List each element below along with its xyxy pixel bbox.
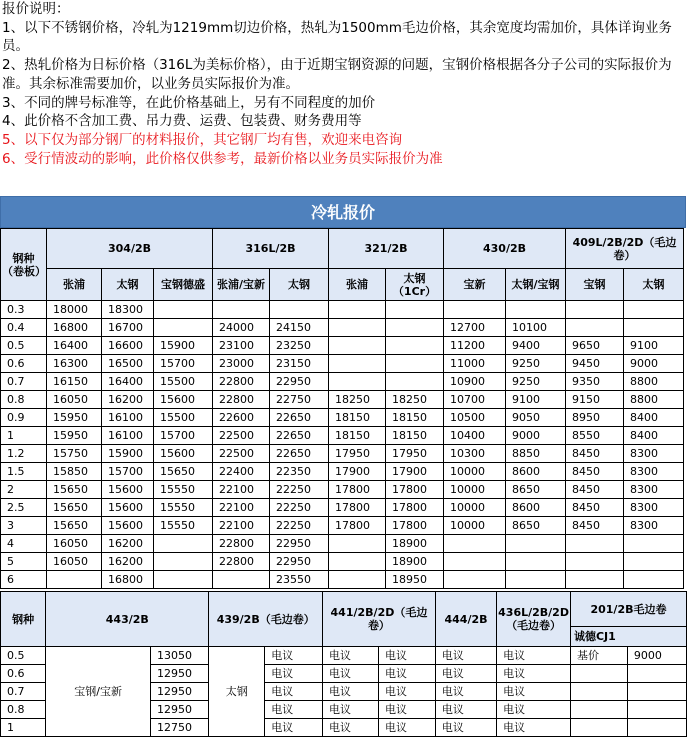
price-cell: 23550 [270,571,329,589]
sub-header: 太钢 [624,269,684,301]
table-row [1,445,684,463]
price-cell: 15550 [154,499,213,517]
price-cell: 11200 [444,337,506,355]
price-cell [566,319,624,337]
thickness-cell: 0.8 [1,701,46,719]
price-cell: 18000 [47,301,102,319]
price-cell: 8650 [506,517,566,535]
price-cell: 10500 [444,409,506,427]
price-cell [329,571,386,589]
price-cell: 12950 [150,701,208,719]
price-cell: 22800 [213,373,270,391]
price-cell [329,337,386,355]
thickness-cell: 0.9 [1,409,47,427]
price-cell: 17800 [329,517,386,535]
price-cell [566,553,624,571]
price-cell: 16100 [102,409,154,427]
price-cell: 15650 [47,517,102,535]
price-cell: 16300 [47,355,102,373]
empty-cell [570,701,627,719]
table-row [1,427,684,445]
call-cell: 电议 [435,665,496,683]
price-cell: 16800 [102,571,154,589]
price-cell: 15650 [47,481,102,499]
price-cell: 16500 [102,355,154,373]
price-cell: 8450 [566,499,624,517]
thickness-cell: 1.5 [1,463,47,481]
price-cell: 11000 [444,355,506,373]
sub-header: 太钢 [270,269,329,301]
thickness-cell: 0.8 [1,391,47,409]
empty-cell [570,683,627,701]
call-cell: 电议 [265,701,323,719]
price-cell [329,553,386,571]
cold-rolled-table [0,228,684,589]
price-cell: 15700 [154,355,213,373]
call-cell: 电议 [497,701,571,719]
header-443: 443/2B [46,592,209,647]
call-cell: 电议 [265,665,323,683]
call-cell: 电议 [265,719,323,737]
thickness-cell: 6 [1,571,47,589]
price-cell: 22250 [270,517,329,535]
price-cell [566,571,624,589]
price-cell: 12700 [444,319,506,337]
price-cell: 17800 [386,481,444,499]
table-row [1,481,684,499]
table-row [1,571,684,589]
call-cell: 电议 [497,647,571,665]
price-cell: 10000 [444,481,506,499]
call-cell: 电议 [378,683,435,701]
price-cell: 10000 [444,499,506,517]
price-cell: 9000 [624,355,684,373]
price-cell [624,571,684,589]
price-cell: 22500 [213,427,270,445]
price-cell: 16050 [47,391,102,409]
thickness-cell: 0.7 [1,683,46,701]
price-cell: 15550 [154,481,213,499]
group-316l: 316L/2B [213,229,329,269]
group-409l: 409L/2B/2D（毛边卷） [566,229,684,269]
price-cell: 10700 [444,391,506,409]
note-line-red: 5、以下仅为部分钢厂的材料报价，其它钢厂均有售，欢迎来电咨询 [2,131,403,148]
price-cell: 17800 [329,499,386,517]
price-cell: 22500 [213,445,270,463]
price-cell: 8300 [624,481,684,499]
price-cell [213,571,270,589]
sub-header-201: 诚德CJ1 [570,627,686,647]
price-cell [154,535,213,553]
call-cell: 电议 [323,665,379,683]
price-cell: 15600 [102,517,154,535]
price-cell [506,301,566,319]
price-cell: 8300 [624,445,684,463]
price-cell: 17800 [329,481,386,499]
price-cell [566,301,624,319]
sub-header: 张浦 [329,269,386,301]
price-cell [444,535,506,553]
call-cell: 电议 [323,719,379,737]
call-cell: 电议 [435,719,496,737]
cold-rolled-banner: 冷轧报价 [0,196,686,228]
sub-header: 太钢/宝钢 [506,269,566,301]
call-cell: 电议 [497,719,571,737]
price-cell: 22750 [270,391,329,409]
thickness-cell: 0.6 [1,355,47,373]
price-cell: 18150 [386,409,444,427]
price-cell: 22250 [270,499,329,517]
price-cell: 15550 [154,517,213,535]
price-cell: 15650 [154,463,213,481]
thickness-cell: 1.2 [1,445,47,463]
price-cell: 23250 [270,337,329,355]
price-cell [386,355,444,373]
group-321: 321/2B [329,229,444,269]
thickness-cell: 5 [1,553,47,571]
price-cell: 16800 [47,319,102,337]
sub-header: 宝钢 [566,269,624,301]
price-cell: 18150 [329,427,386,445]
call-cell: 电议 [378,719,435,737]
table-row [1,373,684,391]
price-cell: 8600 [506,463,566,481]
price-cell [154,553,213,571]
price-cell: 22100 [213,481,270,499]
price-cell: 15600 [154,445,213,463]
price-cell: 16050 [47,553,102,571]
price-cell: 18250 [329,391,386,409]
price-cell: 22250 [270,481,329,499]
price-cell: 22100 [213,517,270,535]
price-cell [624,319,684,337]
header-436l: 436L/2B/2D（毛边卷） [497,592,571,647]
price-cell [386,373,444,391]
price-cell: 8400 [624,409,684,427]
price-cell: 9050 [506,409,566,427]
mill-cell: 太钢 [209,647,265,737]
price-cell: 23000 [213,355,270,373]
note-line: 3、不同的牌号标准等，在此价格基础上，另有不同程度的加价 [2,94,376,111]
price-cell: 8950 [566,409,624,427]
table-row [1,319,684,337]
price-cell: 8450 [566,463,624,481]
price-cell: 9150 [566,391,624,409]
price-cell [154,301,213,319]
price-cell [329,301,386,319]
price-cell: 16050 [47,535,102,553]
sub-header: 太钢（1Cr） [386,269,444,301]
base-label: 基价 [570,647,627,665]
note-line: 4、此价格不含加工费、吊力费、运费、包装费、财务费用等 [2,113,362,130]
price-cell: 16200 [102,391,154,409]
thickness-cell: 0.7 [1,373,47,391]
price-cell: 18150 [386,427,444,445]
price-cell: 22650 [270,409,329,427]
price-cell: 22650 [270,445,329,463]
price-cell: 22400 [213,463,270,481]
price-cell: 22100 [213,499,270,517]
empty-cell [627,701,686,719]
thickness-cell: 3 [1,517,47,535]
table-row [1,499,684,517]
price-cell: 16150 [47,373,102,391]
header-444: 444/2B [435,592,496,647]
price-cell: 23150 [270,355,329,373]
table-row [1,301,684,319]
empty-cell [570,665,627,683]
empty-cell [627,665,686,683]
price-cell: 8300 [624,517,684,535]
note-line: 1、以下不锈钢价格，冷轧为1219mm切边价格，热轧为1500mm毛边价格，其余宽度均需加价，具体详询业务员。 [2,19,672,55]
price-cell: 8600 [506,499,566,517]
table-row [1,517,684,535]
price-cell [213,301,270,319]
price-cell: 10300 [444,445,506,463]
price-cell [329,373,386,391]
price-cell: 15750 [47,445,102,463]
price-cell: 8800 [624,391,684,409]
price-cell [506,553,566,571]
price-cell: 10100 [506,319,566,337]
price-cell: 22950 [270,553,329,571]
price-cell: 17950 [386,445,444,463]
thickness-cell: 0.5 [1,647,46,665]
table-row [1,355,684,373]
price-cell: 16200 [102,553,154,571]
thickness-header: 钢种（卷板） [1,229,47,301]
price-cell [386,337,444,355]
price-cell: 24150 [270,319,329,337]
price-cell [444,301,506,319]
call-cell: 电议 [323,701,379,719]
price-cell: 10900 [444,373,506,391]
price-cell: 12950 [150,665,208,683]
call-cell: 电议 [378,647,435,665]
price-notes [0,0,687,196]
price-cell: 8850 [506,445,566,463]
call-cell: 电议 [378,665,435,683]
sub-header: 太钢 [102,269,154,301]
price-cell: 17900 [386,463,444,481]
price-cell: 18150 [329,409,386,427]
thickness-cell: 0.4 [1,319,47,337]
price-cell [47,571,102,589]
price-cell [270,301,329,319]
price-cell: 15650 [47,499,102,517]
base-value: 9000 [627,647,686,665]
empty-cell [627,719,686,737]
price-cell: 9400 [506,337,566,355]
sub-header: 张浦/宝新 [213,269,270,301]
price-cell [566,535,624,553]
price-cell: 8450 [566,445,624,463]
header-201: 201/2B毛边卷 [570,592,686,627]
price-cell: 15950 [47,427,102,445]
table-row [1,409,684,427]
price-cell: 9000 [506,427,566,445]
empty-cell [570,719,627,737]
price-cell: 13050 [150,647,208,665]
price-cell: 16700 [102,319,154,337]
price-cell [624,535,684,553]
notes-title: 报价说明： [2,1,70,17]
call-cell: 电议 [435,647,496,665]
price-cell: 10000 [444,517,506,535]
price-cell [506,571,566,589]
price-cell: 22800 [213,553,270,571]
price-cell: 22800 [213,391,270,409]
price-cell [444,553,506,571]
price-cell: 9100 [506,391,566,409]
price-cell: 9650 [566,337,624,355]
thickness-cell: 1 [1,719,46,737]
price-cell: 8400 [624,427,684,445]
call-cell: 电议 [497,665,571,683]
price-cell [386,301,444,319]
price-cell: 22950 [270,373,329,391]
table-row [1,535,684,553]
price-cell: 9250 [506,373,566,391]
price-cell: 17900 [329,463,386,481]
table-row [1,463,684,481]
price-cell [624,301,684,319]
price-cell: 8300 [624,499,684,517]
price-cell: 22950 [270,535,329,553]
call-cell: 电议 [378,701,435,719]
price-cell: 8550 [566,427,624,445]
call-cell: 电议 [265,647,323,665]
price-cell [444,571,506,589]
table-row [1,647,687,665]
price-cell: 24000 [213,319,270,337]
price-cell [154,319,213,337]
price-cell: 18900 [386,535,444,553]
thickness-cell: 1 [1,427,47,445]
thickness-cell: 2 [1,481,47,499]
price-cell [329,355,386,373]
price-cell: 18900 [386,553,444,571]
price-cell: 15600 [154,391,213,409]
price-cell: 9350 [566,373,624,391]
call-cell: 电议 [435,683,496,701]
price-cell: 18250 [386,391,444,409]
note-line-red: 6、受行情波动的影响，此价格仅供参考，最新价格以业务员实际报价为准 [2,150,443,167]
call-cell: 电议 [435,701,496,719]
price-cell: 22350 [270,463,329,481]
other-grades-table [0,591,687,737]
price-cell [329,319,386,337]
header-439: 439/2B（毛边卷） [209,592,323,647]
price-cell: 22650 [270,427,329,445]
price-cell: 10400 [444,427,506,445]
price-cell: 9250 [506,355,566,373]
price-cell: 17950 [329,445,386,463]
price-cell: 15500 [154,409,213,427]
thickness-cell: 0.3 [1,301,47,319]
price-cell [624,553,684,571]
thickness-cell: 2.5 [1,499,47,517]
price-cell: 15600 [102,481,154,499]
note-line: 2、热轧价格为日标价格（316L为美标价格），由于近期宝钢资源的问题，宝钢价格根据各分子公司的实际报价为准。其余标准需要加价，以业务员实际报价为准。 [2,57,672,92]
price-cell: 8450 [566,481,624,499]
price-cell: 15700 [102,463,154,481]
sub-header: 宝新 [444,269,506,301]
price-cell: 18950 [386,571,444,589]
steel-header: 钢种 [1,592,46,647]
price-cell: 9100 [624,337,684,355]
price-cell: 22600 [213,409,270,427]
call-cell: 电议 [497,683,571,701]
price-cell: 15850 [47,463,102,481]
price-cell: 8450 [566,517,624,535]
price-cell: 17800 [386,517,444,535]
mill-cell: 宝钢/宝新 [46,647,151,737]
table-row [1,337,684,355]
price-cell [506,535,566,553]
thickness-cell: 0.5 [1,337,47,355]
price-cell: 17800 [386,499,444,517]
price-cell: 15500 [154,373,213,391]
thickness-cell: 4 [1,535,47,553]
price-cell: 15700 [154,427,213,445]
price-cell: 8650 [506,481,566,499]
empty-cell [627,683,686,701]
price-cell: 15900 [154,337,213,355]
price-cell: 22800 [213,535,270,553]
price-cell: 8300 [624,463,684,481]
call-cell: 电议 [323,683,379,701]
price-cell: 16200 [102,535,154,553]
price-cell: 16100 [102,427,154,445]
sub-header: 张浦 [47,269,102,301]
thickness-cell: 0.6 [1,665,46,683]
price-cell: 9450 [566,355,624,373]
price-cell: 18300 [102,301,154,319]
header-441: 441/2B/2D（毛边卷） [323,592,436,647]
price-cell: 23100 [213,337,270,355]
group-304: 304/2B [47,229,213,269]
price-cell: 15950 [47,409,102,427]
price-cell [154,571,213,589]
price-cell [386,319,444,337]
call-cell: 电议 [265,683,323,701]
call-cell: 电议 [323,647,379,665]
price-cell: 15600 [102,499,154,517]
group-430: 430/2B [444,229,566,269]
price-cell: 8800 [624,373,684,391]
price-cell: 10000 [444,463,506,481]
price-cell: 12750 [150,719,208,737]
price-cell: 16600 [102,337,154,355]
price-cell: 12950 [150,683,208,701]
price-cell: 15900 [102,445,154,463]
table-row [1,391,684,409]
sub-header: 宝钢德盛 [154,269,213,301]
price-cell: 16400 [47,337,102,355]
price-cell: 16400 [102,373,154,391]
table-row [1,553,684,571]
price-cell [329,535,386,553]
